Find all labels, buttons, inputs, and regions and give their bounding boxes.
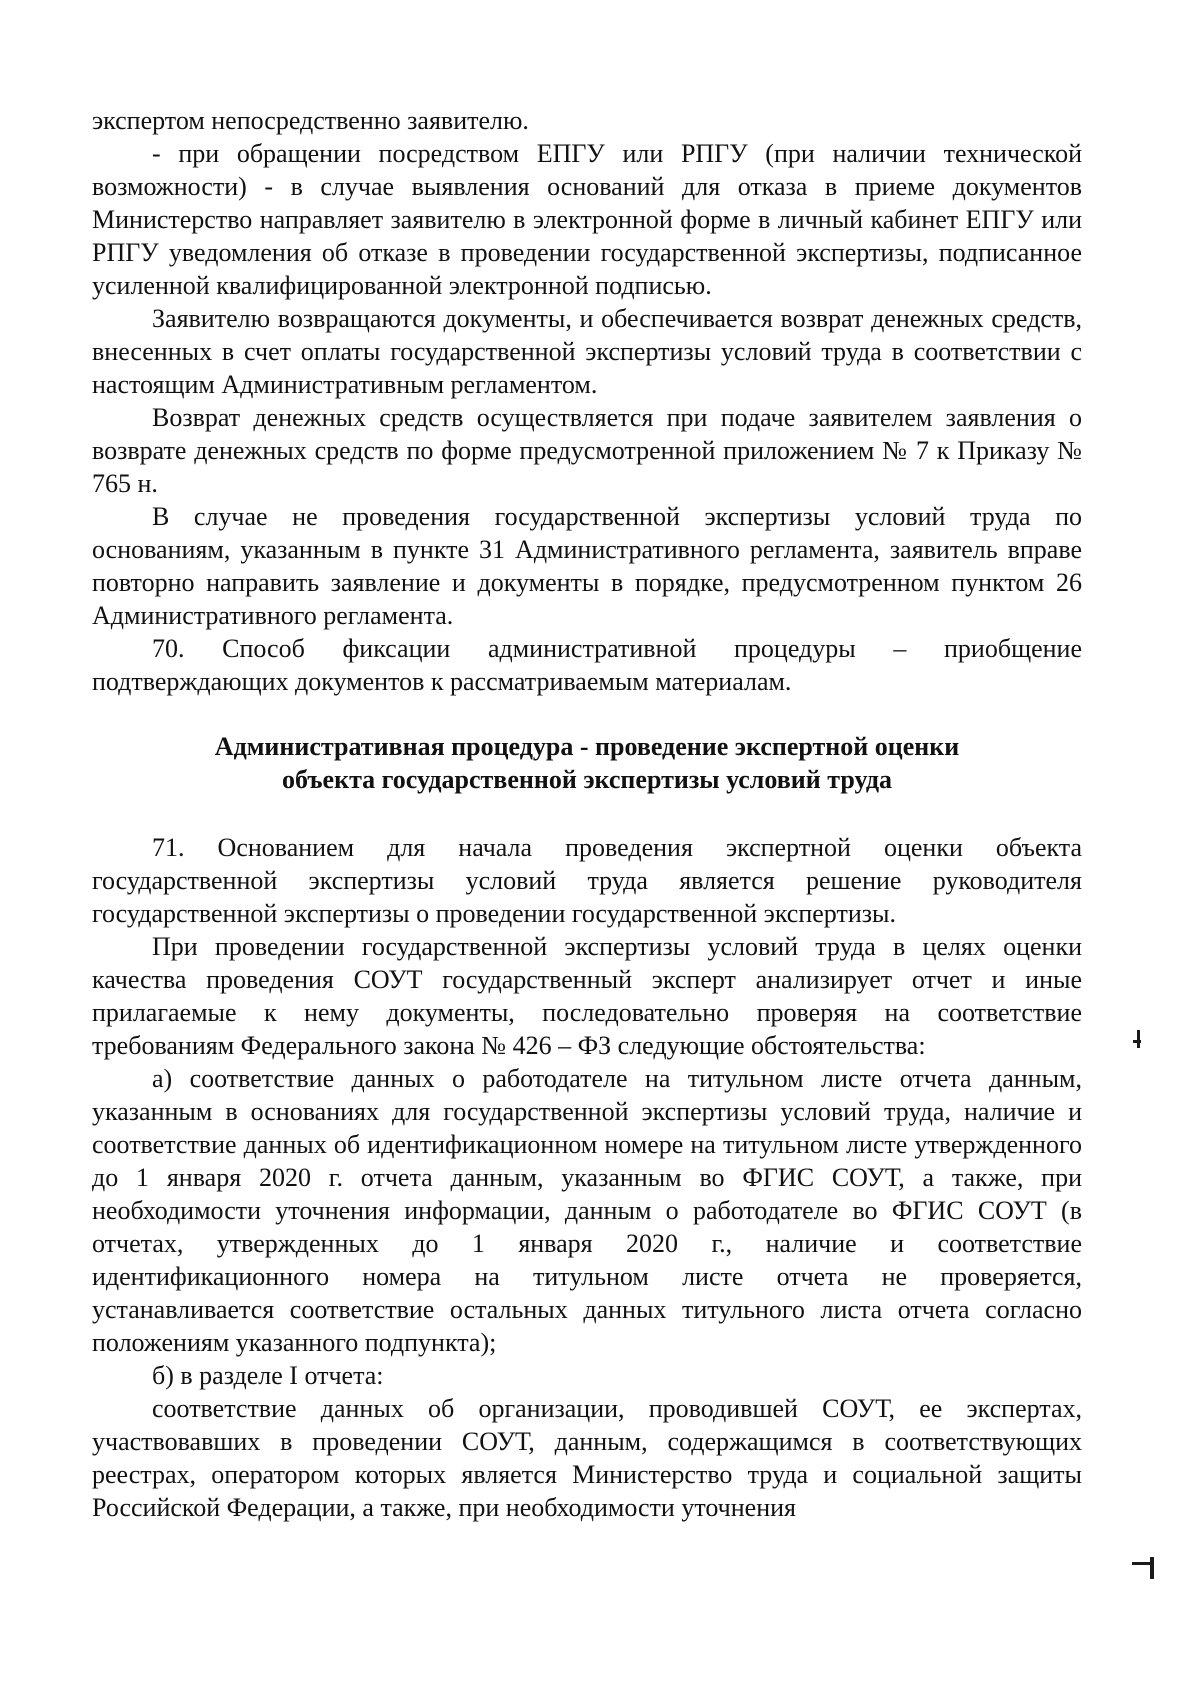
scan-artifact-mark [1150,1557,1154,1579]
paragraph-subitem-b: б) в разделе I отчета: [152,1361,384,1390]
section-heading-line-1: Административная процедура - проведение экспертной оценки [214,732,960,761]
paragraph-expert-analysis: При проведении государственной экспертизы условий труда в целях оценки качества проведения СОУТ государственный эксперт анализирует отчет и иные прилагаемые к нему документы, последовательно проверяя на соответствие требованиям Федерального закона № 426 – ФЗ следующие обстоятельства: [92,932,1082,1060]
scan-artifact-mark [1137,1030,1140,1048]
paragraph-documents-return: Заявителю возвращаются документы, и обеспечивается возврат денежных средств, внесенных в счет оплаты государственной экспертизы условий труда в соответствии с настоящим Административным регламентом. [92,304,1082,399]
paragraph-organization-data: соответствие данных об организации, проводившей СОУТ, ее экспертах, участвовавших в проведении СОУТ, данным, содержащимся в соответствующих реестрах, оператором которых является Министерство труда и социальной защиты Российской Федерации, а также, при необходимости уточнения [92,1394,1082,1522]
document-body [92,104,1082,1524]
paragraph-subitem-a: а) соответствие данных о работодателе на титульном листе отчета данным, указанным в основаниях для государственной экспертизы условий труда, наличие и соответствие данных об идентификационном номере на титульном листе утвержденного до 1 января 2020 г. отчета данным, указанным во ФГИС СОУТ, а также, при необходимости уточнения информации, данным о работодателе во ФГИС СОУТ (в отчетах, утвержденных до 1 января 2020 г., наличие и соответствие идентификационного номера на титульном листе отчета не проверяется, устанавливается соответствие остальных данных титульного листа отчета согласно положениям указанного подпункта); [92,1064,1082,1357]
section-heading [92,730,1082,796]
section-heading-line-2: объекта государственной экспертизы условий труда [282,765,892,794]
paragraph-refund: Возврат денежных средств осуществляется при подаче заявителем заявления о возврате денежных средств по форме предусмотренной приложением № 7 к Приказу № 765 н. [92,403,1082,498]
paragraph-item-71: 71. Основанием для начала проведения экспертной оценки объекта государственной экспертизы условий труда является решение руководителя государственной экспертизы о проведении государственной экспертизы. [92,833,1082,928]
paragraph-item-70: 70. Способ фиксации административной процедуры – приобщение подтверждающих документов к рассматриваемым материалам. [92,634,1082,696]
paragraph-continuation: экспертом непосредственно заявителю. [92,106,529,135]
paragraph-epgu-refusal: - при обращении посредством ЕПГУ или РПГУ (при наличии технической возможности) - в случае выявления оснований для отказа в приеме документов Министерство направляет заявителю в электронной форме в личный кабинет ЕПГУ или РПГУ уведомления об отказе в проведении государственной экспертизы, подписанное усиленной квалифицированной электронной подписью. [92,139,1082,300]
paragraph-resubmission: В случае не проведения государственной экспертизы условий труда по основаниям, указанным в пункте 31 Административного регламента, заявитель вправе повторно направить заявление и документы в порядке, предусмотренном пунктом 26 Административного регламента. [92,502,1082,630]
